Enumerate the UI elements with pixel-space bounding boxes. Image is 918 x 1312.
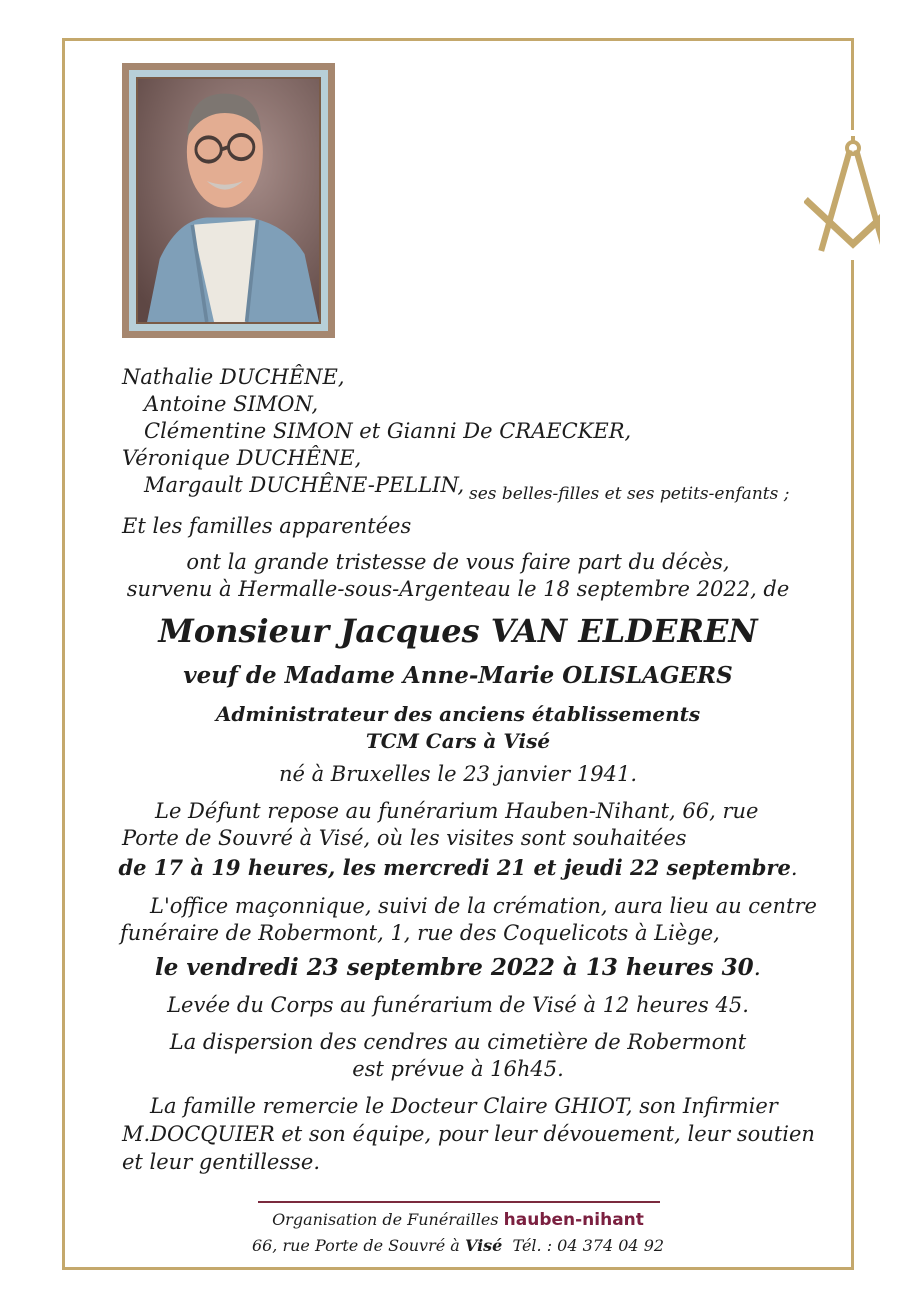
family-line-5: Margault DUCHÊNE-PELLIN, xyxy=(144,473,465,497)
ceremony-date: le vendredi 23 septembre 2022 à 13 heures 30 xyxy=(155,954,754,981)
footer-phone: Tél. : 04 374 04 92 xyxy=(512,1236,665,1255)
thanks-line-1: La famille remercie le Docteur Claire GHIOT, son Infirmier xyxy=(150,1094,778,1118)
visitation-hours: de 17 à 19 heures, les mercredi 21 et jeudi 22 septembre xyxy=(118,855,791,880)
footer-org-label: Organisation de Funérailles xyxy=(272,1210,499,1229)
footer-organisation xyxy=(62,1210,854,1230)
visitation-line-1: Le Défunt repose au funérarium Hauben-Nihant, 66, rue xyxy=(155,799,759,823)
visitation-hours-line xyxy=(62,855,854,880)
family-line-1: Nathalie DUCHÊNE, xyxy=(122,365,345,389)
family-line-4: Véronique DUCHÊNE, xyxy=(122,446,362,470)
deceased-name: Monsieur Jacques VAN ELDEREN xyxy=(158,612,758,650)
deceased-birth: né à Bruxelles le 23 janvier 1941. xyxy=(278,762,637,786)
family-line-6: Et les familles apparentées xyxy=(122,514,412,538)
family-aside: ses belles-filles et ses petits-enfants ; xyxy=(469,484,790,504)
visitation-hours-end: . xyxy=(790,856,798,880)
ceremony-dispersion-2: est prévue à 16h45. xyxy=(352,1057,564,1081)
ceremony-dispersion-1: La dispersion des cendres au cimetière de Robermont xyxy=(169,1030,747,1054)
family-line-3: Clémentine SIMON et Gianni De CRAECKER, xyxy=(144,419,632,443)
ceremony-date-line xyxy=(62,954,854,981)
footer-address-prefix: 66, rue Porte de Souvré à xyxy=(251,1236,460,1255)
portrait-frame xyxy=(122,63,335,338)
deceased-title-line-2: TCM Cars à Visé xyxy=(365,729,551,753)
announcement-line-2: survenu à Hermalle-sous-Argenteau le 18 septembre 2022, de xyxy=(126,577,790,601)
footer-divider xyxy=(258,1201,660,1203)
visitation-line-2: Porte de Souvré à Visé, où les visites sont souhaitées xyxy=(122,826,687,850)
family-line-2: Antoine SIMON, xyxy=(144,392,319,416)
thanks-line-2: M.DOCQUIER et son équipe, pour leur dévouement, leur soutien xyxy=(122,1122,815,1146)
square-and-compasses-icon xyxy=(804,136,880,254)
announcement-line-1: ont la grande tristesse de vous faire part du décès, xyxy=(186,550,730,574)
deceased-title-line-1: Administrateur des anciens établissements xyxy=(215,702,701,726)
ceremony-line-1: L'office maçonnique, suivi de la crémation, aura lieu au centre xyxy=(150,894,817,918)
footer-address xyxy=(62,1236,854,1255)
ceremony-levee: Levée du Corps au funérarium de Visé à 12 heures 45. xyxy=(167,993,749,1017)
ceremony-line-2: funéraire de Robermont, 1, rue des Coquelicots à Liège, xyxy=(120,921,720,945)
portrait-mat xyxy=(129,70,328,331)
brand-logo: hauben-nihant xyxy=(503,1210,644,1230)
ceremony-date-end: . xyxy=(753,955,761,981)
deceased-spouse: veuf de Madame Anne-Marie OLISLAGERS xyxy=(183,662,733,689)
footer-address-city: Visé xyxy=(464,1236,503,1255)
thanks-line-3: et leur gentillesse. xyxy=(122,1150,320,1174)
portrait-photo xyxy=(136,77,321,324)
